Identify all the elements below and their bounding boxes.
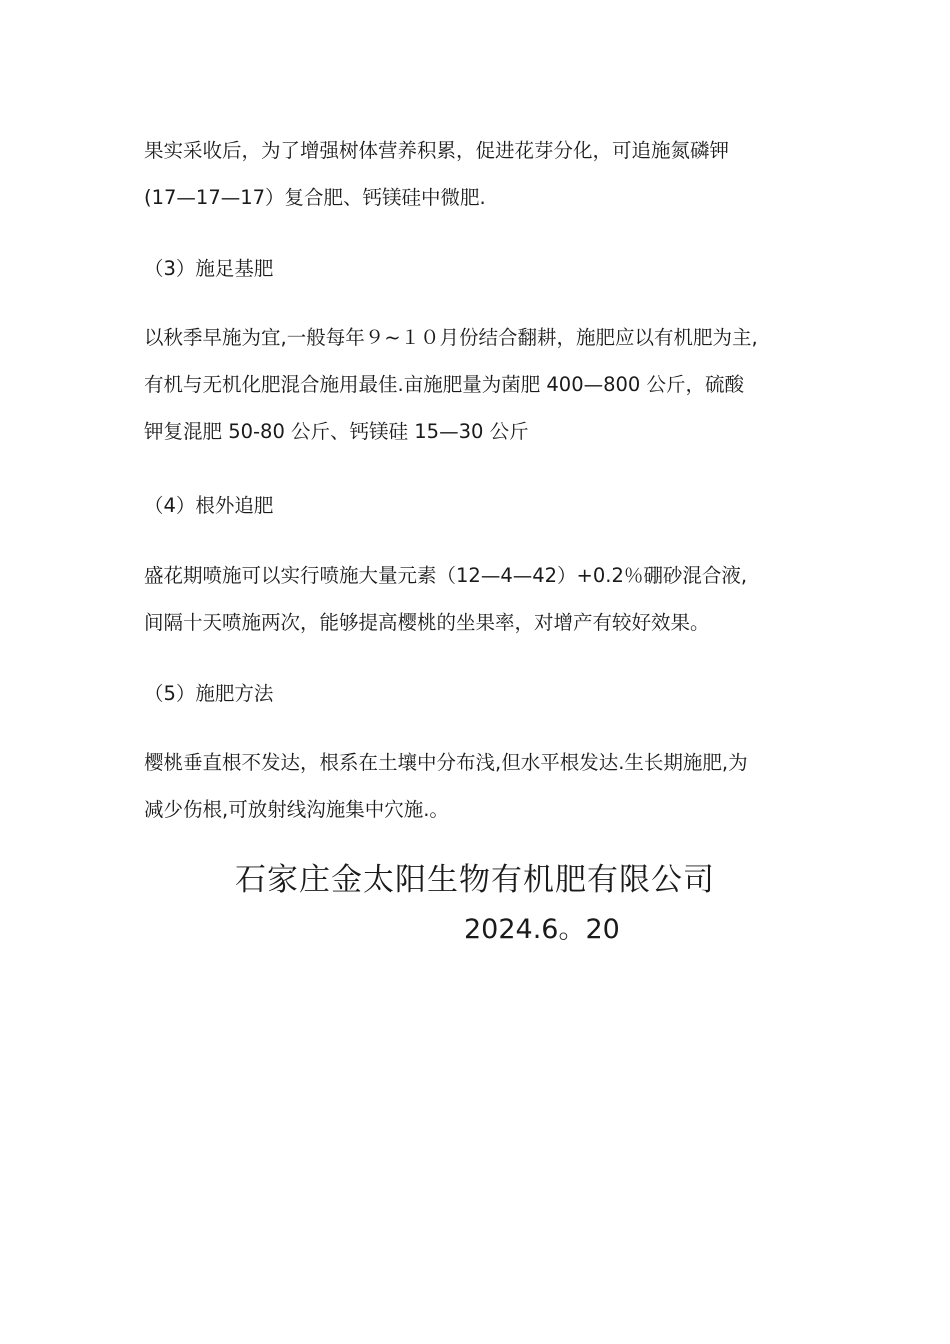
- paragraph-foliar-fertilizer: [144, 552, 824, 646]
- paragraph-line: 果实采收后，为了增强树体营养积累，促进花芽分化，可追施氮磷钾: [144, 139, 730, 162]
- paragraph-line: 以秋季早施为宜,一般每年９~１０月份结合翻耕，施肥应以有机肥为主,: [144, 326, 758, 349]
- paragraph-base-fertilizer: [144, 314, 824, 455]
- section-heading-4: （4）根外追肥: [144, 494, 274, 517]
- paragraph-fertilizing-method: [144, 739, 824, 833]
- signature-date: 2024.6。20: [464, 914, 620, 945]
- section-heading-3: （3）施足基肥: [144, 257, 274, 280]
- section-heading-5: （5）施肥方法: [144, 682, 274, 705]
- paragraph-line: 有机与无机化肥混合施用最佳.亩施肥量为菌肥 400—800 公斤，硫酸: [144, 373, 745, 396]
- paragraph-line: 减少伤根,可放射线沟施集中穴施.。: [144, 798, 449, 821]
- paragraph-line: 钾复混肥 50-80 公斤、钙镁硅 15—30 公斤: [144, 420, 529, 443]
- company-signature: 石家庄金太阳生物有机肥有限公司: [235, 862, 715, 898]
- paragraph-topdressing-after-harvest: [144, 127, 824, 221]
- paragraph-line: 间隔十天喷施两次，能够提高樱桃的坐果率，对增产有较好效果。: [144, 611, 710, 634]
- paragraph-line: 樱桃垂直根不发达，根系在土壤中分布浅,但水平根发达.生长期施肥,为: [144, 751, 748, 774]
- paragraph-line: 盛花期喷施可以实行喷施大量元素（12—4—42）+0.2％硼砂混合液,: [144, 564, 748, 587]
- paragraph-line: (17—17—17）复合肥、钙镁硅中微肥.: [144, 186, 486, 209]
